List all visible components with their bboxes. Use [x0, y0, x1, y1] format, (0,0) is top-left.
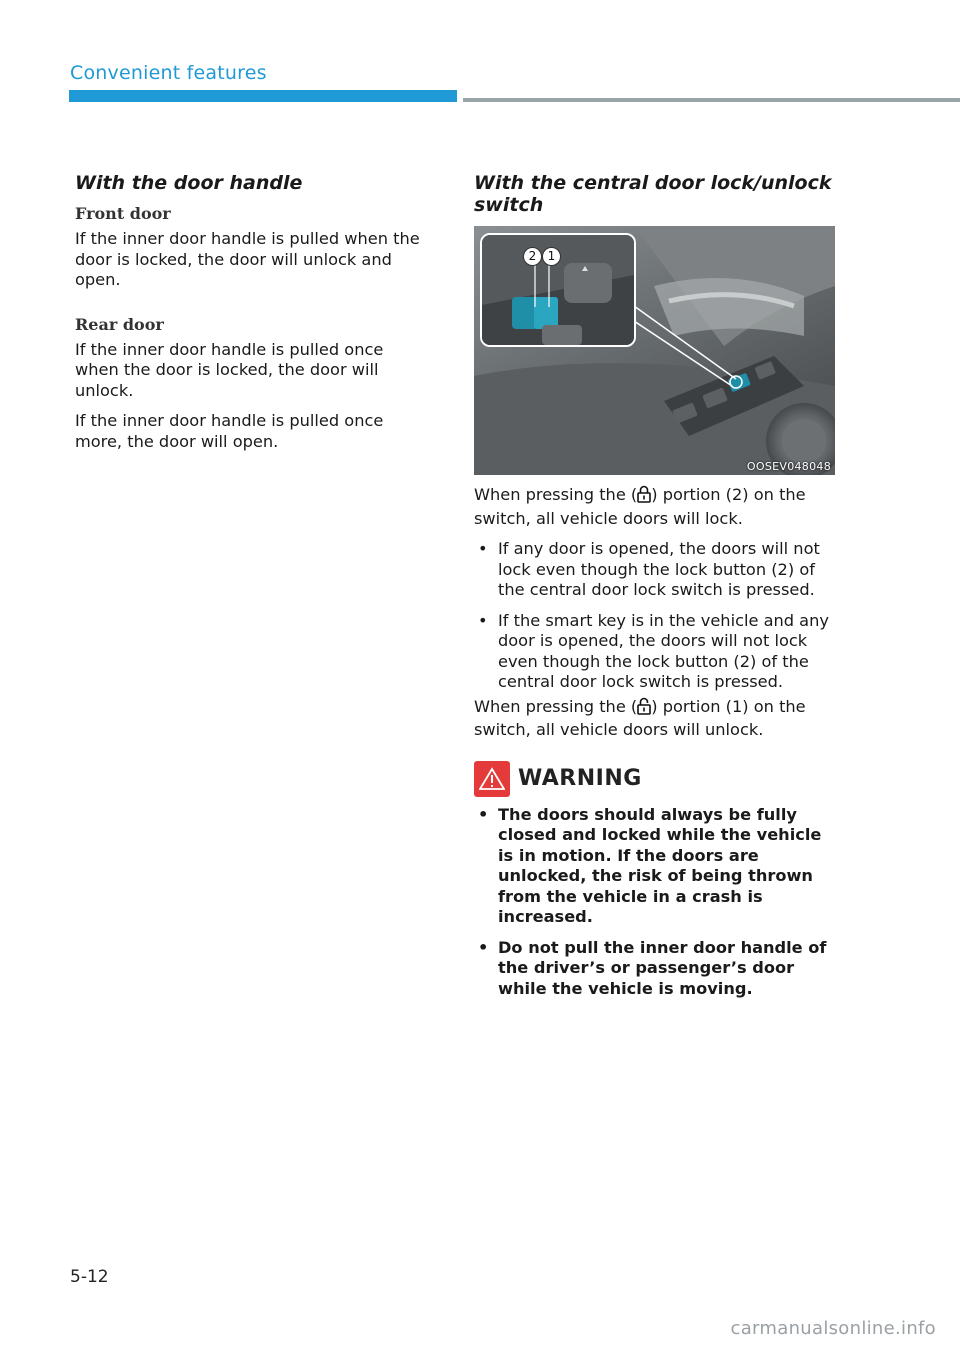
list-item: • If any door is opened, the doors will not lock even though the lock button (2) of the central door lock switch is pressed. [478, 539, 820, 599]
list-item: • The doors should always be fully closed and locked while the vehicle is in motion. If the doors are unlocked, the risk of being thrown from the vehicle in a crash is increased. [478, 804, 822, 926]
callout-2: 2 [523, 247, 542, 266]
rear-door-text-1: If the inner door handle is pulled once when the door is locked, the door will unlock. [75, 339, 384, 400]
header-rule [463, 98, 960, 102]
warning-icon [474, 761, 510, 797]
right-column [474, 172, 839, 1009]
list-item: • If the smart key is in the vehicle and any door is opened, the doors will not lock even though the lock button (2) of the central door lock switch is pressed. [478, 610, 829, 691]
lock-notes-list [474, 539, 839, 693]
header-accent-bar [69, 90, 457, 102]
left-column [75, 172, 420, 462]
page-number: 5-12 [70, 1267, 109, 1287]
watermark: carmanualsonline.info [730, 1318, 936, 1339]
switch-closeup-inset [480, 233, 636, 347]
list-item: • Do not pull the inner door handle of the driver’s or passenger’s door while the vehicle is moving. [478, 937, 827, 998]
unlock-paragraph: When pressing the ( ) portion (1) on the switch, all vehicle doors will unlock. [474, 696, 806, 739]
rear-door-subheading: Rear door [75, 314, 164, 334]
callout-1: 1 [542, 247, 561, 266]
figure-code: OOSEV048048 [746, 460, 831, 473]
unlock-icon [637, 697, 651, 721]
section-title: Convenient features [70, 62, 267, 84]
lock-paragraph: When pressing the ( ) portion (2) on the switch, all vehicle doors will lock. [474, 485, 806, 528]
door-handle-heading: With the door handle [75, 172, 303, 194]
front-door-text: If the inner door handle is pulled when the door is locked, the door will unlock and open. [75, 229, 420, 289]
central-lock-heading: With the central door lock/unlock switch [474, 172, 832, 216]
front-door-subheading: Front door [75, 204, 171, 223]
warning-list [474, 805, 839, 1000]
door-switch-photo [474, 226, 835, 475]
warning-header [474, 761, 839, 797]
lock-icon [637, 485, 651, 509]
warning-title: WARNING [518, 766, 642, 791]
rear-door-text-2: If the inner door handle is pulled once more, the door will open. [75, 411, 384, 451]
